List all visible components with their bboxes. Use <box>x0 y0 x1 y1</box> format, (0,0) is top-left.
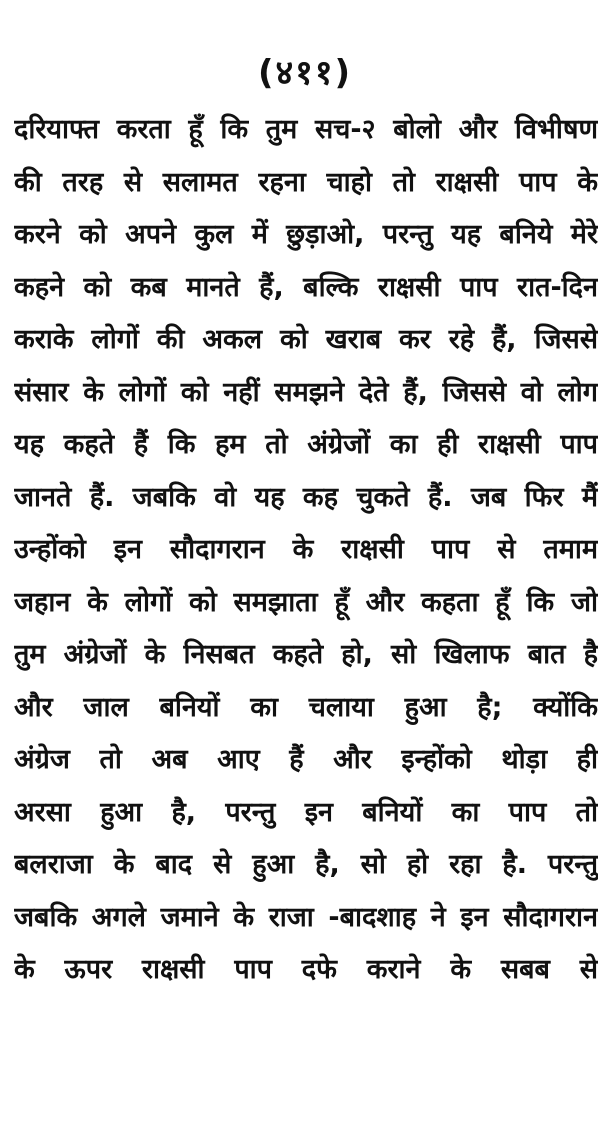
text-line: कराके लोगों की अकल को खराब कर रहे हैं, जिससे <box>14 324 598 355</box>
page-number: (४११) <box>257 53 353 93</box>
text-line: जबकि अगले जमाने के राजा -बादशाह ने इन सौदागरान <box>14 901 598 933</box>
text-line: उन्होंको इन सौदागरान के राक्षसी पाप से तमाम <box>14 534 598 565</box>
text-line: करने को अपने कुल में छुड़ाओ, परन्तु यह बनिये मेरे <box>14 219 598 250</box>
text-line: यह कहते हैं कि हम तो अंग्रेजों का ही राक्षसी पाप <box>14 429 598 460</box>
text-line: की तरह से सलामत रहना चाहो तो राक्षसी पाप के <box>14 166 598 198</box>
text-line: तुम अंग्रेजों के निसबत कहते हो, सो खिलाफ बात है <box>14 639 598 670</box>
body-text <box>14 104 598 997</box>
text-line: और जाल बनियों का चलाया हुआ है; क्योंकि <box>14 691 598 723</box>
text-line: बलराजा के बाद से हुआ है, सो हो रहा है. परन्तु <box>14 849 598 880</box>
text-line: अंग्रेज तो अब आए हैं और इन्होंको थोड़ा ही <box>14 744 598 775</box>
text-line: जानते हैं. जबकि वो यह कह चुकते हैं. जब फिर मैं <box>14 481 598 513</box>
text-line: संसार के लोगों को नहीं समझने देते हैं, जिससे वो लोग <box>14 376 598 408</box>
text-line: के ऊपर राक्षसी पाप दफे कराने के सबब से <box>14 954 598 985</box>
text-line: दरियाफ्त करता हूँ कि तुम सच-२ बोलो और विभीषण <box>14 114 598 145</box>
text-line: अरसा हुआ है, परन्तु इन बनियों का पाप तो <box>14 796 598 828</box>
text-line: जहान के लोगों को समझाता हूँ और कहता हूँ कि जो <box>14 586 598 618</box>
text-line: कहने को कब मानते हैं, बल्कि राक्षसी पाप रात-दिन <box>14 271 598 303</box>
